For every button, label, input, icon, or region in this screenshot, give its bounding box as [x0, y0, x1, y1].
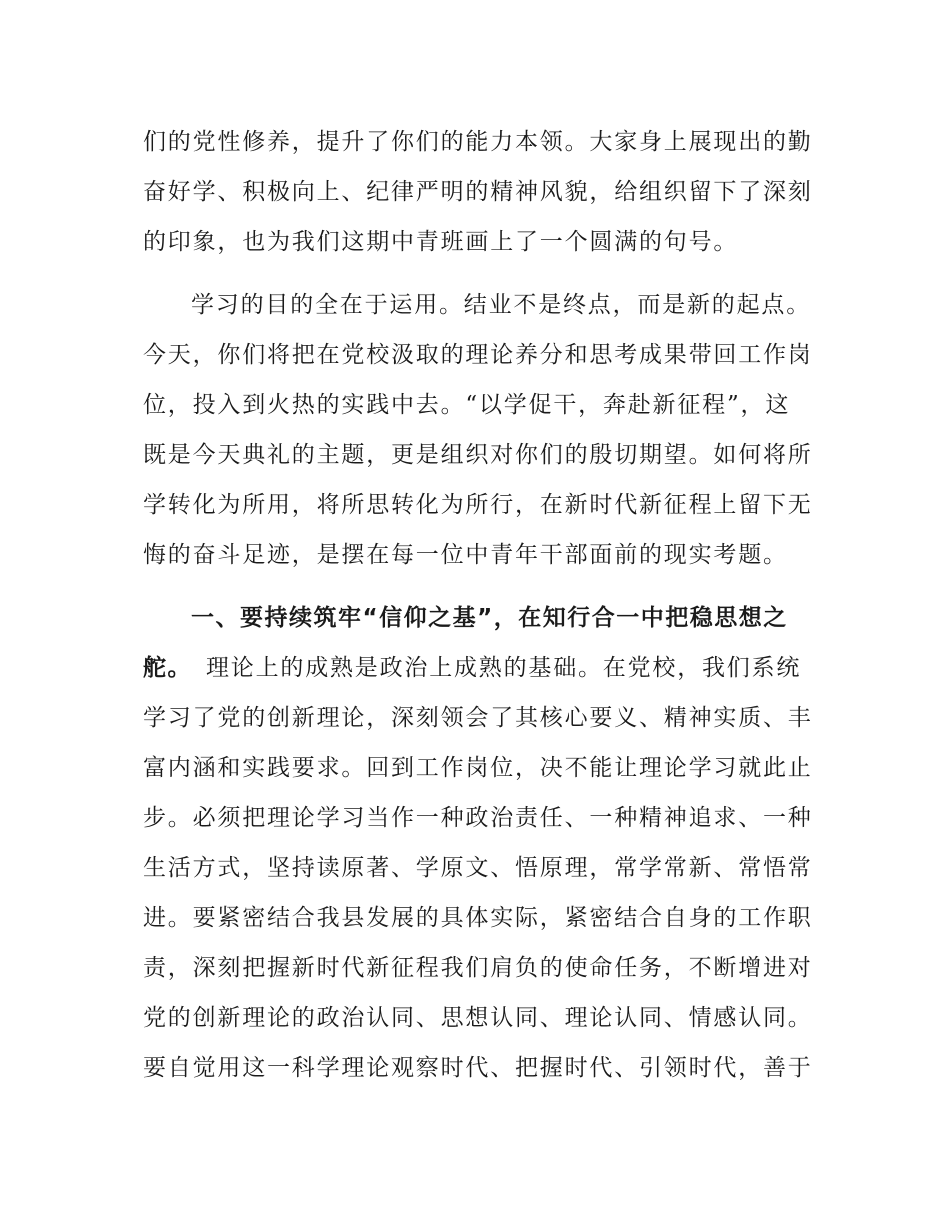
- section-heading: 一、要持续筑牢“信仰之基”，在知行合一中把稳思想之: [191, 605, 788, 631]
- paragraph-line: 富内涵和实践要求。回到工作岗位，决不能让理论学习就此止: [143, 755, 813, 781]
- paragraph-line: 奋好学、积极向上、纪律严明的精神风貌，给组织留下了深刻: [143, 179, 813, 205]
- paragraph-line: 们的党性修养，提升了你们的能力本领。大家身上展现出的勤: [143, 129, 813, 155]
- section-heading-end: 舵。: [143, 655, 192, 681]
- paragraph-line: 进。要紧密结合我县发展的具体实际，紧密结合自身的工作职: [143, 905, 813, 931]
- paragraph-line: 生活方式，坚持读原著、学原文、悟原理，常学常新、常悟常: [143, 855, 813, 881]
- paragraph-line: 位，投入到火热的实践中去。“以学促干，奔赴新征程”，这: [143, 392, 791, 418]
- paragraph-line: 今天，你们将把在党校汲取的理论养分和思考成果带回工作岗: [143, 342, 813, 368]
- paragraph-line: 悔的奋斗足迹，是摆在每一位中青年干部面前的现实考题。: [143, 542, 788, 568]
- paragraph-line: 既是今天典礼的主题，更是组织对你们的殷切期望。如何将所: [143, 442, 813, 468]
- paragraph-line: 要自觉用这一科学理论观察时代、把握时代、引领时代，善于: [143, 1055, 813, 1081]
- paragraph-line: 学习了党的创新理论，深刻领会了其核心要义、精神实质、丰: [143, 705, 813, 731]
- section-heading-continuation: [143, 648, 823, 688]
- paragraph-line: 党的创新理论的政治认同、思想认同、理论认同、情感认同。: [143, 1005, 813, 1031]
- paragraph-line: 的印象，也为我们这期中青班画上了一个圆满的句号。: [143, 229, 739, 255]
- section-body-first-line: 理论上的成熟是政治上成熟的基础。在党校，我们系统: [206, 655, 802, 681]
- paragraph-line: 责，深刻把握新时代新征程我们肩负的使命任务，不断增进对: [143, 955, 813, 981]
- paragraph-line: 学转化为所用，将所思转化为所行，在新时代新征程上留下无: [143, 492, 813, 518]
- paragraph-line: 学习的目的全在于运用。结业不是终点，而是新的起点。: [191, 292, 811, 318]
- paragraph-line: 步。必须把理论学习当作一种政治责任、一种精神追求、一种: [143, 805, 813, 831]
